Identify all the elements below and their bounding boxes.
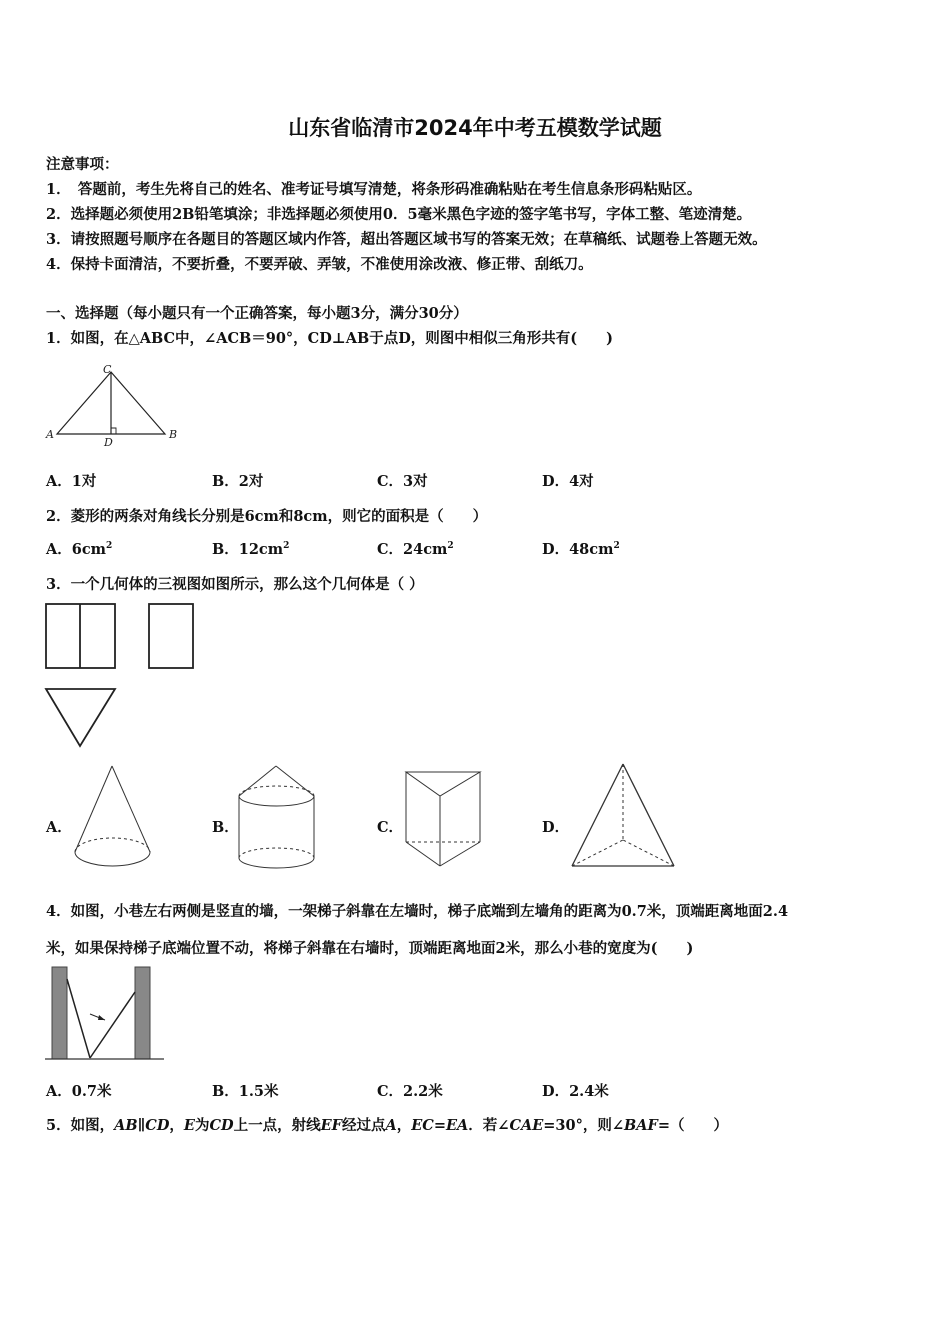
option-d: D．	[542, 819, 570, 836]
notice-item: 3．请按照题号顺序在各题目的答题区域内作答，超出答题区域书写的答案无效；在草稿纸、试题卷上答题无效。	[46, 231, 767, 248]
notice-item: 1． 答题前，考生先将自己的姓名、准考证号填写清楚，将条形码准确粘贴在考生信息条形码粘贴区。	[46, 181, 702, 198]
question-4-text-line2: 米，如果保持梯子底端位置不动，将梯子斜靠在右墙时，顶端距离地面2米，那么小巷的宽度为( )	[46, 940, 694, 957]
ladder-right	[90, 992, 135, 1058]
option-a-cone-figure	[70, 762, 160, 872]
option-d: D．$48cm^2$	[542, 541, 620, 558]
option-a: A．1对	[46, 473, 97, 490]
question-1-text: 1．如图，在△ABC中，∠ACB＝90°，CD⊥AB于点D，则图中相似三角形共有( )	[46, 330, 614, 347]
label-b: B	[169, 428, 178, 441]
option-a: A．0.7米	[46, 1083, 112, 1100]
option-c-prism-figure	[400, 766, 490, 876]
right-angle-mark	[111, 428, 116, 434]
option-b: B．1.5米	[212, 1083, 279, 1100]
option-d: D．4对	[542, 473, 594, 490]
option-d: D．2.4米	[542, 1083, 609, 1100]
q4-alley-ladder-figure	[40, 962, 170, 1062]
left-wall	[52, 967, 67, 1059]
label-d: D	[104, 436, 113, 449]
side-view	[149, 604, 193, 668]
option-c: C．$24cm^2$	[377, 541, 454, 558]
option-d-pyramid-figure	[566, 760, 681, 872]
option-c: C．3对	[377, 473, 428, 490]
q3-three-views-figure	[40, 600, 210, 750]
option-a: A．$6cm^2$	[46, 541, 113, 558]
right-wall	[135, 967, 150, 1059]
option-b: B．	[212, 819, 239, 836]
notice-item: 4．保持卡面清洁，不要折叠，不要弄破、弄皱，不准使用涂改液、修正带、刮纸刀。	[46, 256, 593, 273]
option-a: A．	[46, 819, 72, 836]
option-c: C．	[377, 819, 404, 836]
option-c: C．2.2米	[377, 1083, 443, 1100]
label-a: A	[46, 428, 54, 441]
option-b-cone-cylinder-figure	[235, 762, 325, 872]
q1-triangle-figure	[40, 362, 190, 452]
label-c: C	[103, 363, 112, 376]
top-view	[46, 689, 115, 746]
option-b: B．2对	[212, 473, 264, 490]
notice-item: 2．选择题必须使用2B铅笔填涂；非选择题必须使用0．5毫米黑色字迹的签字笔书写，字体工整、笔迹清楚。	[46, 206, 752, 223]
question-5-text: 5．如图，AB∥CD，E为CD上一点，射线EF经过点A，EC=EA．若∠CAE=30°，则∠BAF=（ ）	[46, 1117, 728, 1134]
question-4-text-line1: 4．如图，小巷左右两侧是竖直的墙，一架梯子斜靠在左墙时，梯子底端到左墙角的距离为0.7米，顶端距离地面2.4	[46, 903, 789, 920]
question-2-text: 2．菱形的两条对角线长分别是6cm和8cm，则它的面积是（ ）	[46, 508, 488, 525]
ladder-left	[67, 979, 90, 1058]
page-title: 山东省临清市2024年中考五模数学试题	[288, 116, 662, 140]
option-b: B．$12cm^2$	[212, 541, 290, 558]
question-3-text: 3．一个几何体的三视图如图所示，那么这个几何体是（ ）	[46, 576, 424, 593]
section-heading: 一、选择题（每小题只有一个正确答案，每小题3分，满分30分）	[46, 305, 468, 322]
notice-heading: 注意事项：	[46, 156, 119, 173]
